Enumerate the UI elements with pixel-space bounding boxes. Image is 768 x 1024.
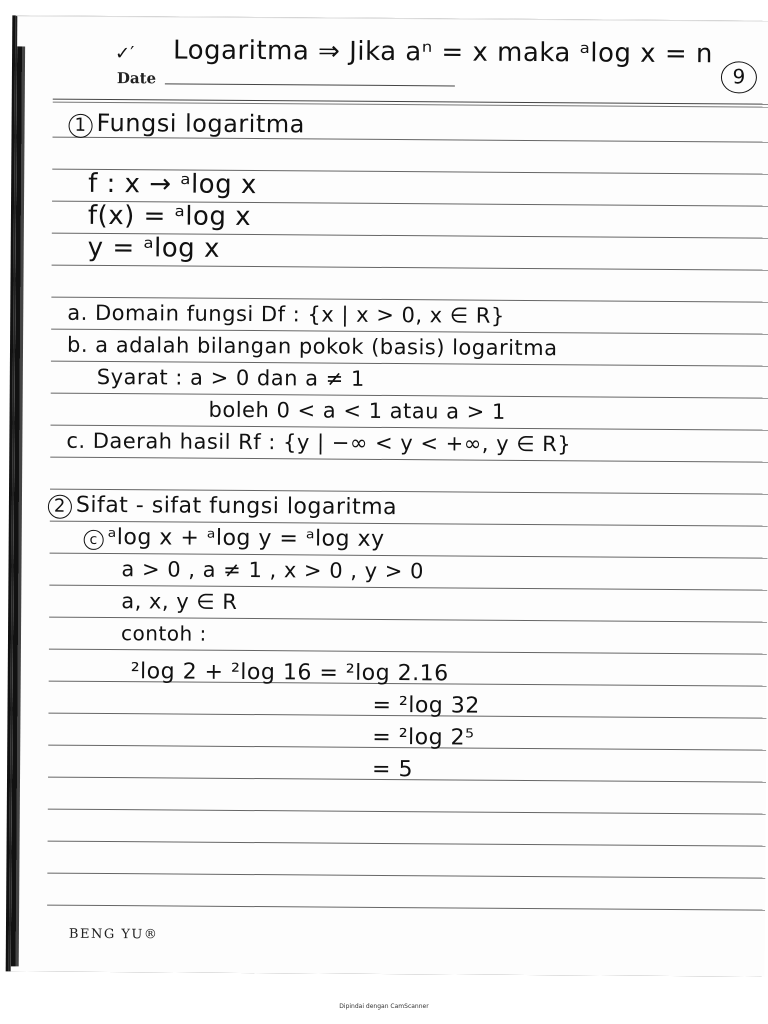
- ruled-line: [50, 457, 768, 463]
- example-label: contoh :: [120, 621, 207, 646]
- rule-letter: c: [84, 530, 104, 550]
- date-line: [165, 83, 455, 86]
- notebook-brand: BENG YU®: [68, 926, 159, 943]
- ruled-line: [49, 649, 767, 655]
- notebook-binding: [11, 46, 25, 966]
- example-line: = ²log 2⁵: [372, 724, 475, 751]
- page-title: Logaritma ⇒ Jika aⁿ = x maka ᵃlog x = n: [173, 35, 714, 70]
- ruled-line: [52, 265, 768, 271]
- example-line: = ²log 32: [372, 692, 480, 719]
- section-1-title: Fungsi logaritma: [96, 108, 305, 139]
- ruled-line: [47, 905, 765, 911]
- section-2-heading: [48, 493, 397, 521]
- notebook-page: [9, 15, 768, 976]
- date-label: Date: [116, 69, 157, 88]
- section-1-heading: [68, 109, 304, 140]
- function-line: f(x) = ᵃlog x: [87, 200, 252, 233]
- page-number: 9: [721, 61, 757, 93]
- example-line: ²log 2 + ²log 16 = ²log 2.16: [130, 659, 449, 687]
- rule-formula: ᵃlog x + ᵃlog y = ᵃlog xy: [107, 525, 385, 552]
- section-2-title: Sifat - sifat fungsi logaritma: [75, 492, 398, 521]
- ruled-line: [48, 809, 766, 815]
- rule-conditions: a > 0 , a ≠ 1 , x > 0 , y > 0: [121, 557, 424, 584]
- tick-mark: ✓′: [115, 43, 135, 65]
- allowed-range-line: boleh 0 < a < 1 atau a > 1: [208, 397, 506, 424]
- section-2-number: 2: [48, 495, 72, 519]
- basis-item: b. a adalah bilangan pokok (basis) logaritma: [66, 332, 558, 361]
- scanner-note: Dipindai dengan CamScanner: [339, 1003, 429, 1010]
- ruled-line: [53, 99, 768, 105]
- section-1-number: 1: [68, 114, 92, 138]
- condition-line: Syarat : a > 0 dan a ≠ 1: [96, 364, 365, 391]
- ruled-line: [51, 393, 768, 399]
- rule-domain: a, x, y ∈ R: [121, 589, 238, 614]
- ruled-line: [47, 873, 765, 879]
- example-result: = 5: [372, 756, 414, 783]
- function-line: y = ᵃlog x: [87, 232, 220, 264]
- property-rule: [84, 525, 385, 552]
- ruled-line: [48, 841, 766, 847]
- function-line: f : x → ᵃlog x: [88, 168, 257, 201]
- range-item: c. Daerah hasil Rf : {y | −∞ < y < +∞, y ∈ R}: [66, 428, 572, 457]
- domain-item: a. Domain fungsi Df : {x | x > 0, x ∈ R}: [67, 300, 505, 328]
